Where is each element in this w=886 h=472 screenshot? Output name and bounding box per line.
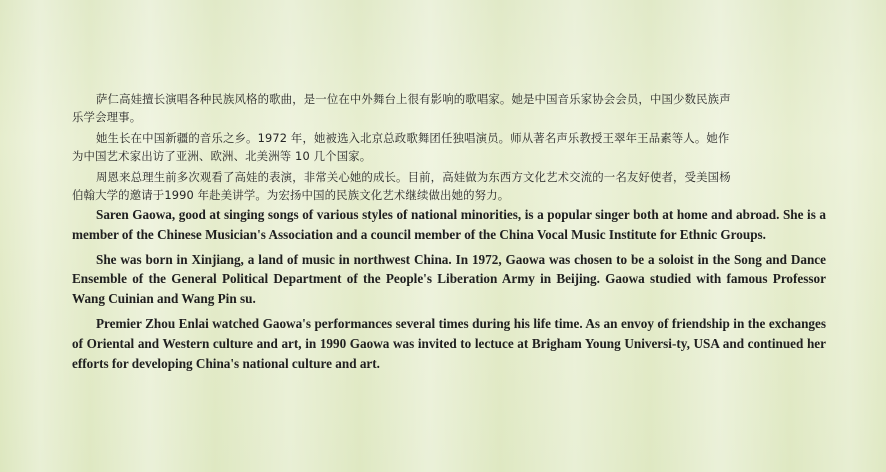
chinese-paragraph-2 — [0, 129, 886, 165]
chinese-paragraph-3-line-2: 伯翰大学的邀请于1990 年赴美讲学。为宏扬中国的民族文化艺术继续做出她的努力。 — [72, 188, 510, 202]
chinese-paragraph-2-line-1: 她生长在中国新疆的音乐之乡。1972 年，她被选入北京总政歌舞团任独唱演员。师从著名声乐教授王翠年王品素等人。她作 — [96, 131, 730, 145]
chinese-paragraph-3 — [0, 168, 886, 204]
english-paragraph-2: She was born in Xinjiang, a land of music in northwest China. In 1972, Gaowa was chosen to be a soloist in the Song and Dance Ensemble of the General Political Department of the People's Liberation Army in Beijing. Gaowa studied with famous Professor Wang Cuinian and Wang Pin su. — [72, 251, 826, 307]
english-paragraph-3: Premier Zhou Enlai watched Gaowa's performances several times during his life time. As an envoy of friendship in the exchanges of Oriental and Western culture and art, in 1990 Gaowa was invited to lectuce at Brigham Young Universi-ty, USA and continued her efforts for developing China's national culture and art. — [72, 315, 826, 371]
chinese-paragraph-1-line-1: 萨仁高娃擅长演唱各种民族风格的歌曲，是一位在中外舞台上很有影响的歌唱家。她是中国音乐家协会会员，中国少数民族声 — [96, 92, 731, 106]
chinese-paragraph-2-line-2: 为中国艺术家出访了亚洲、欧洲、北美洲等 10 几个国家。 — [72, 149, 372, 163]
chinese-paragraph-1-line-2: 乐学会理事。 — [72, 110, 142, 124]
chinese-paragraph-1 — [0, 90, 886, 126]
chinese-paragraph-3-line-1: 周恩来总理生前多次观看了高娃的表演，非常关心她的成长。目前，高娃做为东西方文化艺术交流的一名友好使者，受美国杨 — [96, 170, 731, 184]
english-paragraph-1: Saren Gaowa, good at singing songs of various styles of national minorities, is a popular singer both at home and abroad. She is a member of the Chinese Musician's Association and a council member of the China Vocal Music Institute for Ethnic Groups. — [72, 207, 826, 242]
